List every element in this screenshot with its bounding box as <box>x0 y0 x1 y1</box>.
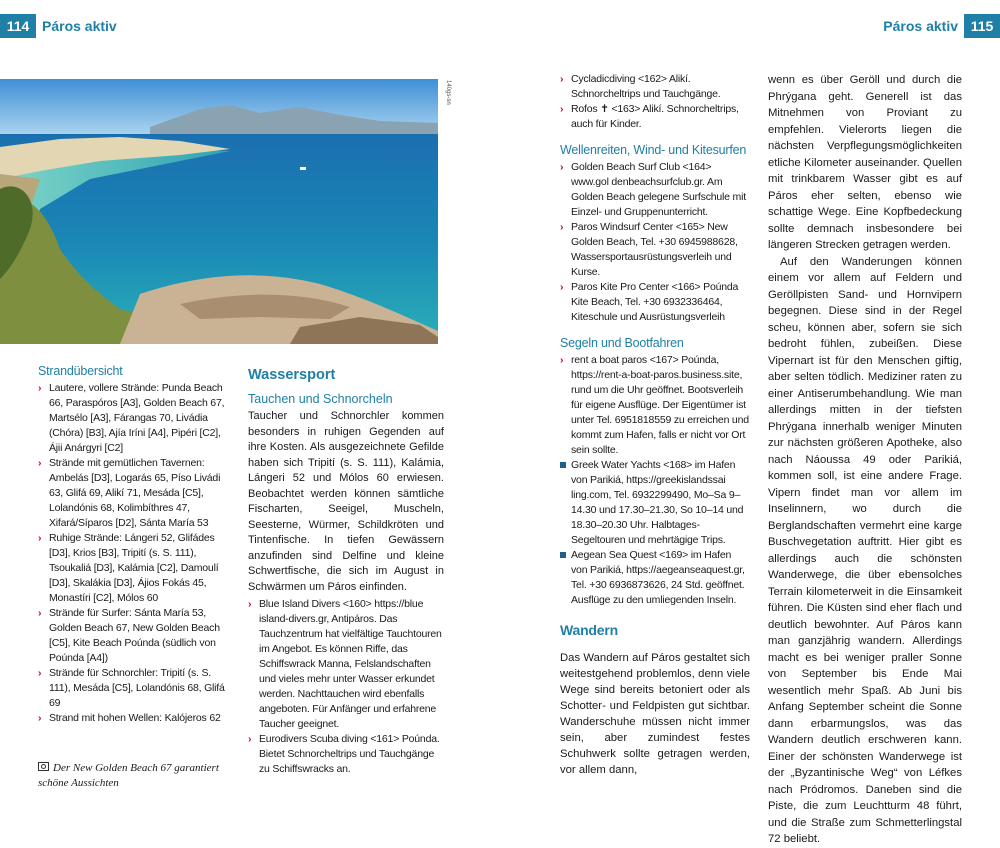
list-item: Greek Water Yachts <168> im Hafen von Parikiá, https://greekislandssai ling.com, Tel. 6932299490, Mo–Sa 9–14.30 und 17.30–21.30, So 10–14 und 18.30–20.30 Uhr. Halbtages-Segeltouren und mehrtägige Trips. <box>560 458 750 548</box>
wandern-heading: Wandern <box>560 622 618 638</box>
wellen-list <box>560 160 750 325</box>
wandern-text: Das Wandern auf Páros gestaltet sich weitestgehend problemlos, denn viele Wege sind bereits betoniert oder als Schotter- und Feldpisten gut sichtbar. Wanderschuhe müssen nicht immer sein, aber zumindest festes Schuhwerk sollte getragen werden, vor allem dann, <box>560 652 750 776</box>
beach-photo <box>0 79 438 344</box>
photo-caption: Der New Golden Beach 67 garantiert schöne Aussichten <box>38 762 219 789</box>
wellen-heading: Wellenreiten, Wind- und Kitesurfen <box>560 143 747 157</box>
segeln-heading: Segeln und Bootfahren <box>560 336 684 350</box>
list-item: › Golden Beach Surf Club <164> www.gol denbeachsurfclub.gr. Am Golden Beach gelegene Surfschule mit Einzel- und Gruppenunterricht. <box>560 161 746 218</box>
wassersport-text: Taucher und Schnorchler kommen besonders in ruhigen Gegenden auf ihre Kosten. Als ausgezeichnete Gefilde haben sich Tripití (s. S. 111), Kalámia, Lángeri 52 und Mólos 60 erwiesen. Beobachtet werden können sämtliche Fischarten, Seeigel, Muscheln, Seesterne, Würmer, Schildkröten und Tintenfische. In tiefen Gewässern anzufinden sind Delfine und kleine Schwertfische, die sich im August in Schwärmen um Páros einfinden. <box>248 410 444 593</box>
strand-heading: Strandübersicht <box>38 364 123 378</box>
beach-photo-image <box>0 79 438 344</box>
tauchen-heading: Tauchen und Schnorcheln <box>248 392 393 406</box>
list-item: › Strände für Schnorchler: Tripití (s. S. 111), Mesáda [C5], Lolandónis 68, Glifá 69 <box>38 667 225 709</box>
photo-credit: 140gs-sn <box>445 80 451 105</box>
schnorchel-list <box>560 72 750 132</box>
wandern-text-continued: wenn es über Geröll und durch die Phrýgana geht. Generell ist das Mitnehmen von Proviant zu empfehlen. Vielerorts liegen die nächsten Verpflegungsmöglichkeiten etliche Kilometer auseinander. Quellen mit trinkbarem Wasser gibt es auf Páros eher selten, ebenso wie schattige Wege. Eine Kopfbedeckung sollte demnach insbesondere bei längeren Strecken getragen werden. <box>768 74 962 251</box>
wassersport-column <box>248 365 444 777</box>
list-item: › Eurodivers Scuba diving <161> Poúnda. Bietet Schnorcheltrips und Tauchgänge zu Schiffswracks an. <box>248 733 440 775</box>
list-item: › Strände für Surfer: Sánta María 53, Golden Beach 67, New Golden Beach [C5], Kite Beach Poúnda (südlich von Poúnda [A4]) <box>38 607 220 664</box>
list-item: › Strände mit gemütlichen Tavernen: Ambelás [D3], Logarás 65, Píso Livádi 63, Glifá 69, Alikí 71, Mesáda [C5], Lolandónis 68, Kolimbíthres 47, Xifará/Síparos [D2], Sánta María 53 <box>38 457 221 529</box>
vipern-text: Auf den Wanderungen können einem vor allem auf Feldern und Geröllpisten Sand- und Hornvipern begegnen. Diese sind in der Regel scheu, können aber, sofern sie sich bedroht fühlen, zubeißen. Diese Vipernart ist für den Menschen giftig, aber selten tödlich. Mediziner raten zu einer Antiserumbehandlung. Wie man allerdings mitten in der tiefsten Phrýgana innerhalb weniger Minuten zur nächsten größeren Apotheke, also nach Náoussa 49 oder Parikiá, kommen soll, ist eine andere Frage. Vipern findet man vor allem im Inselinnern, wo durch die Berglandschaften vermehrt eine karge Buschvegetation auftritt. Hier gibt es allerdings auch die schönsten Wanderwege, die über ebensolches Terrain kilometerweit in die Einsamkeit führen. Die Küsten sind eher flach und deutlich bewohnter. Auf Páros kann man ganzjährig wandern. Allerdings macht es bei weniger praller Sonne von September bis Ende Mai wesentlich mehr Spaß. Ab Juni bis Anfang September scheint die Sonne dann erbarmungslos, was das Wandern deutlich erschweren kann. Einer der schönsten Wanderwege ist der „Byzantinische Weg“ von Léfkes nach Pródromos. Daneben sind die Piste, die zum Leuchtturm 48 führt, und die Straße zum Schmetterlingstal 72 beliebt. <box>768 255 962 845</box>
segeln-list <box>560 353 750 608</box>
running-title-left: Páros aktiv <box>42 18 117 34</box>
page-number-left: 114 <box>0 14 36 38</box>
list-item: › rent a boat paros <167> Poúnda, https://rent-a-boat-paros.business.site, rund um die Uhr geöffnet. Bootsverleih für eigene Ausflüge. Der Eigentümer ist unter Tel. 6951818559 zu erreichen und kommt zum Hafen, falls er nicht vor Ort sein sollte. <box>560 354 749 456</box>
right-page <box>500 0 1000 845</box>
right-column-2 <box>768 72 962 848</box>
running-title-right: Páros aktiv <box>883 18 958 34</box>
list-item: › Blue Island Divers <160> https://blue island-divers.gr, Antipáros. Das Tauchzentrum hat vielfältige Tauchtouren im Angebot. Es können Riffe, das Schiffswrack Manna, Felslandschaften und vieles mehr unter Wasser erkundet werden. Nachttauchen wird ebenfalls angeboten. Für Anfänger und erfahrene Taucher geeignet. <box>248 598 442 730</box>
right-column-1 <box>560 72 750 778</box>
list-item: › Paros Windsurf Center <165> New Golden Beach, Tel. +30 6945988628, Wassersportausrüstungsverleih und Kurse. <box>560 221 738 278</box>
strand-column <box>38 363 234 726</box>
camera-icon <box>38 762 49 771</box>
wassersport-heading: Wassersport <box>248 367 336 383</box>
list-item: Aegean Sea Quest <169> im Hafen von Parikiá, https://aegeanseaquest.gr, Tel. +30 6936873626, 24 Std. geöffnet. Ausflüge zu den umliegenden Inseln. <box>560 548 750 608</box>
list-item: › Strand mit hohen Wellen: Kalójeros 62 <box>38 712 221 724</box>
list-item: › Paros Kite Pro Center <166> Poúnda Kite Beach, Tel. +30 6932336464, Kiteschule und Ausrüstungsverleih <box>560 281 739 323</box>
tauchen-list <box>248 597 444 777</box>
list-item: › Lautere, vollere Strände: Punda Beach 66, Paraspóros [A3], Golden Beach 67, Martsélo [A3], Fárangas 70, Livádia (Chóra) [B3], Ajía Iríni [A4], Pipéri [C2], Ájii Anárgyri [C2] <box>38 382 225 454</box>
list-item: › Ruhige Strände: Lángeri 52, Glifádes [D3], Krios [B3], Tripití (s. S. 111), Tsoukaliá [D3], Kalámia [C2], Damoulí [D3], Skalákia [D3], Ájios Fokás 45, Monastíri [C2], Mólos 60 <box>38 532 219 604</box>
list-item: › Rofos ✝ <163> Alikí. Schnorcheltrips, auch für Kinder. <box>560 103 739 130</box>
left-page <box>0 0 500 800</box>
page-number-right: 115 <box>964 14 1000 38</box>
list-item: › Cycladicdiving <162> Alikí. Schnorcheltrips und Tauchgänge. <box>560 73 721 100</box>
strand-list <box>38 381 234 726</box>
